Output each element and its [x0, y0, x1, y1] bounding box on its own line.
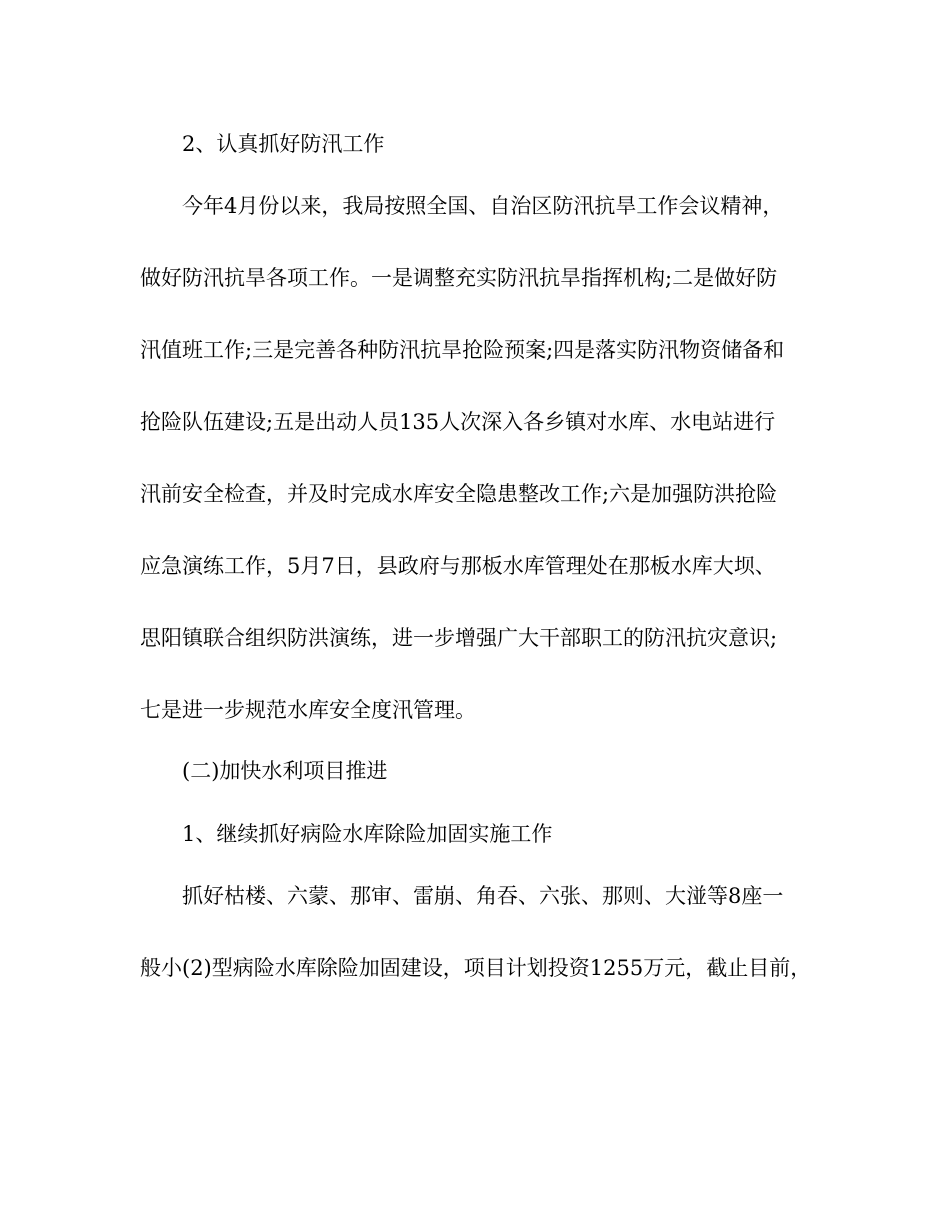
paragraph-line-8: 七是进一步规范水库安全度汛管理。	[140, 698, 476, 722]
paragraph-line-6: 应急演练工作，5月7日，县政府与那板水库管理处在那板水库大坝、	[140, 554, 776, 578]
section-heading-project-progress: (二)加快水利项目推进	[182, 759, 388, 783]
paragraph2-line-2: 般小(2)型病险水库除险加固建设，项目计划投资1255万元，截止目前，	[140, 956, 812, 980]
paragraph-line-3: 汛值班工作;三是完善各种防汛抗旱抢险预案;四是落实防汛物资储备和	[140, 338, 785, 362]
paragraph2-line-1: 抓好枯楼、六蒙、那审、雷崩、角吞、六张、那则、大湴等8座一	[182, 884, 784, 908]
subsection-heading-reservoir-reinforcement: 1、继续抓好病险水库除险加固实施工作	[182, 822, 553, 846]
paragraph-line-5: 汛前安全检查，并及时完成水库安全隐患整改工作;六是加强防洪抢险	[140, 482, 778, 506]
paragraph-line-4: 抢险队伍建设;五是出动人员135人次深入各乡镇对水库、水电站进行	[140, 410, 776, 434]
section-heading-flood-control: 2、认真抓好防汛工作	[182, 132, 385, 156]
paragraph-line-1: 今年4月份以来，我局按照全国、自治区防汛抗旱工作会议精神，	[182, 194, 784, 218]
paragraph-line-7: 思阳镇联合组织防洪演练，进一步增强广大干部职工的防汛抗灾意识;	[140, 626, 778, 650]
paragraph-line-2: 做好防汛抗旱各项工作。一是调整充实防汛抗旱指挥机构;二是做好防	[140, 266, 778, 290]
